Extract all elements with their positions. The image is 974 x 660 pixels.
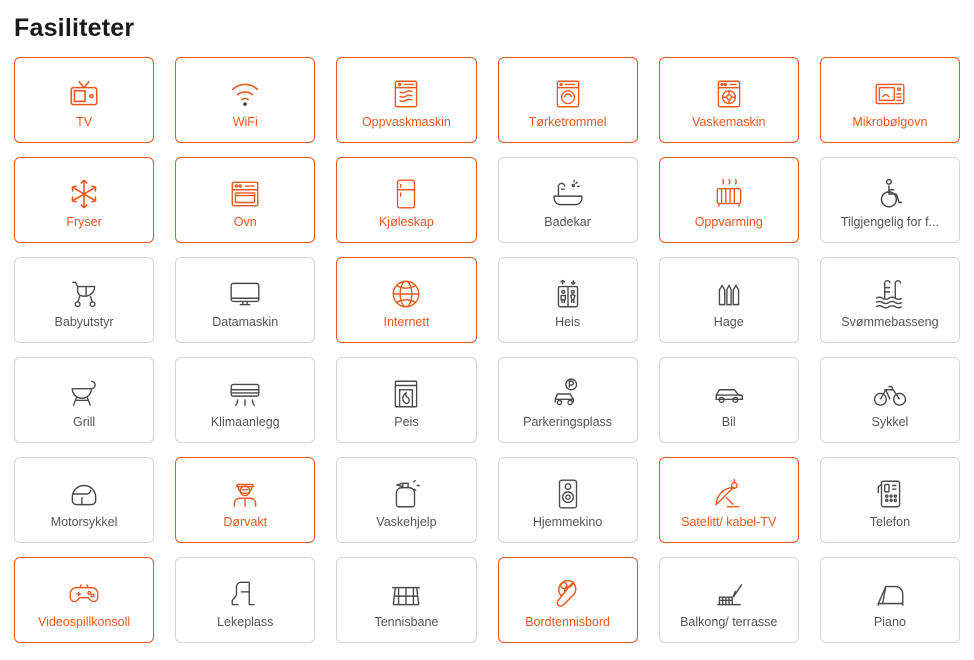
motorcycle-helmet-icon [67,471,101,511]
dryer-icon [551,71,585,111]
amenity-label: Videospillkonsoll [37,615,131,629]
amenity-label: Vaskehjelp [376,515,437,529]
amenity-label: Grill [72,415,96,429]
amenity-label: Hage [713,315,744,329]
fireplace-icon [389,371,423,411]
amenities-grid [14,57,960,643]
microwave-icon [873,71,907,111]
amenity-label: Internett [383,315,430,329]
amenity-label: Fryser [66,215,102,229]
air-conditioner-icon [228,371,262,411]
amenity-label: Sykkel [871,415,909,429]
amenity-tile[interactable] [659,557,799,643]
amenity-tile[interactable] [336,457,476,543]
amenity-label: Vaskemaskin [692,115,766,129]
amenity-tile[interactable] [336,57,476,143]
spray-bottle-cleaning-icon [389,471,423,511]
amenity-tile[interactable] [175,557,315,643]
bathtub-icon [551,171,585,211]
wheelchair-accessible-icon [873,171,907,211]
stroller-icon [67,271,101,311]
oven-icon [228,171,262,211]
amenity-label: Badekar [544,215,591,229]
amenity-tile[interactable] [336,257,476,343]
amenity-tile[interactable] [659,257,799,343]
swimming-pool-icon [873,271,907,311]
amenity-tile[interactable] [820,257,960,343]
amenity-label: Bil [721,415,736,429]
game-controller-icon [67,571,101,611]
amenity-label: Satelitt/ kabel-TV [681,515,777,529]
computer-monitor-icon [228,271,262,311]
fridge-icon [389,171,423,211]
amenity-label: Tennisbane [374,615,439,629]
amenity-tile[interactable] [659,157,799,243]
amenity-label: Ovn [233,215,257,229]
amenity-tile[interactable] [175,57,315,143]
satellite-dish-icon [712,471,746,511]
speaker-home-cinema-icon [551,471,585,511]
amenity-tile[interactable] [336,357,476,443]
amenity-label: Peis [394,415,419,429]
amenity-tile[interactable] [659,57,799,143]
amenity-tile[interactable] [14,357,154,443]
amenity-tile[interactable] [336,157,476,243]
bbq-grill-icon [67,371,101,411]
telephone-icon [873,471,907,511]
amenity-tile[interactable] [14,157,154,243]
amenity-label: Oppvarming [694,215,763,229]
amenity-tile[interactable] [14,257,154,343]
playground-slide-icon [228,571,262,611]
amenity-label: Heis [555,315,581,329]
balcony-terrace-icon [712,571,746,611]
amenity-label: Svømmebasseng [841,315,939,329]
amenity-tile[interactable] [14,457,154,543]
amenity-label: Oppvaskmaskin [361,115,451,129]
amenity-tile[interactable] [820,57,960,143]
car-icon [712,371,746,411]
amenity-label: Tørketrommel [528,115,607,129]
amenity-label: Klimaanlegg [210,415,280,429]
amenity-label: Tilgjengelig for f... [840,215,940,229]
tv-icon [67,71,101,111]
amenity-label: Babyutstyr [54,315,114,329]
amenity-tile[interactable] [14,557,154,643]
amenity-tile[interactable] [659,357,799,443]
freezer-snowflake-icon [67,171,101,211]
amenity-label: Mikrobølgovn [852,115,928,129]
garden-fence-icon [712,271,746,311]
amenity-tile[interactable] [336,557,476,643]
globe-internet-icon [389,271,423,311]
washing-machine-icon [712,71,746,111]
amenity-tile[interactable] [820,357,960,443]
amenity-tile[interactable] [175,357,315,443]
tennis-court-icon [389,571,423,611]
elevator-icon [551,271,585,311]
radiator-heating-icon [712,171,746,211]
amenity-label: Hjemmekino [532,515,603,529]
amenity-label: Telefon [869,515,911,529]
amenity-label: Balkong/ terrasse [680,615,778,629]
amenity-label: Datamaskin [212,315,279,329]
amenity-tile[interactable] [820,557,960,643]
amenity-tile[interactable] [498,357,638,443]
amenity-label: Parkeringsplass [523,415,613,429]
amenity-tile[interactable] [175,457,315,543]
amenity-label: Motorsykkel [50,515,118,529]
amenity-tile[interactable] [498,157,638,243]
amenity-tile[interactable] [14,57,154,143]
amenity-tile[interactable] [820,457,960,543]
bicycle-icon [873,371,907,411]
amenity-label: TV [76,115,93,129]
amenity-tile[interactable] [498,257,638,343]
dishwasher-icon [389,71,423,111]
amenity-label: Piano [873,615,906,629]
doorman-icon [228,471,262,511]
page-title: Fasiliteter [14,14,135,42]
amenity-label: Lekeplass [217,615,274,629]
amenity-label: Kjøleskap [378,215,434,229]
amenity-label: Bordtennisbord [525,615,610,629]
amenity-tile[interactable] [498,457,638,543]
amenity-tile[interactable] [659,457,799,543]
amenity-tile[interactable] [498,557,638,643]
amenity-tile[interactable] [820,157,960,243]
amenity-tile[interactable] [498,57,638,143]
piano-icon [873,571,907,611]
table-tennis-paddle-icon [551,571,585,611]
amenity-tile[interactable] [175,157,315,243]
amenity-tile[interactable] [175,257,315,343]
parking-car-icon [551,371,585,411]
amenity-label: Dørvakt [223,515,268,529]
wifi-icon [228,71,262,111]
amenity-label: WiFi [232,115,258,129]
